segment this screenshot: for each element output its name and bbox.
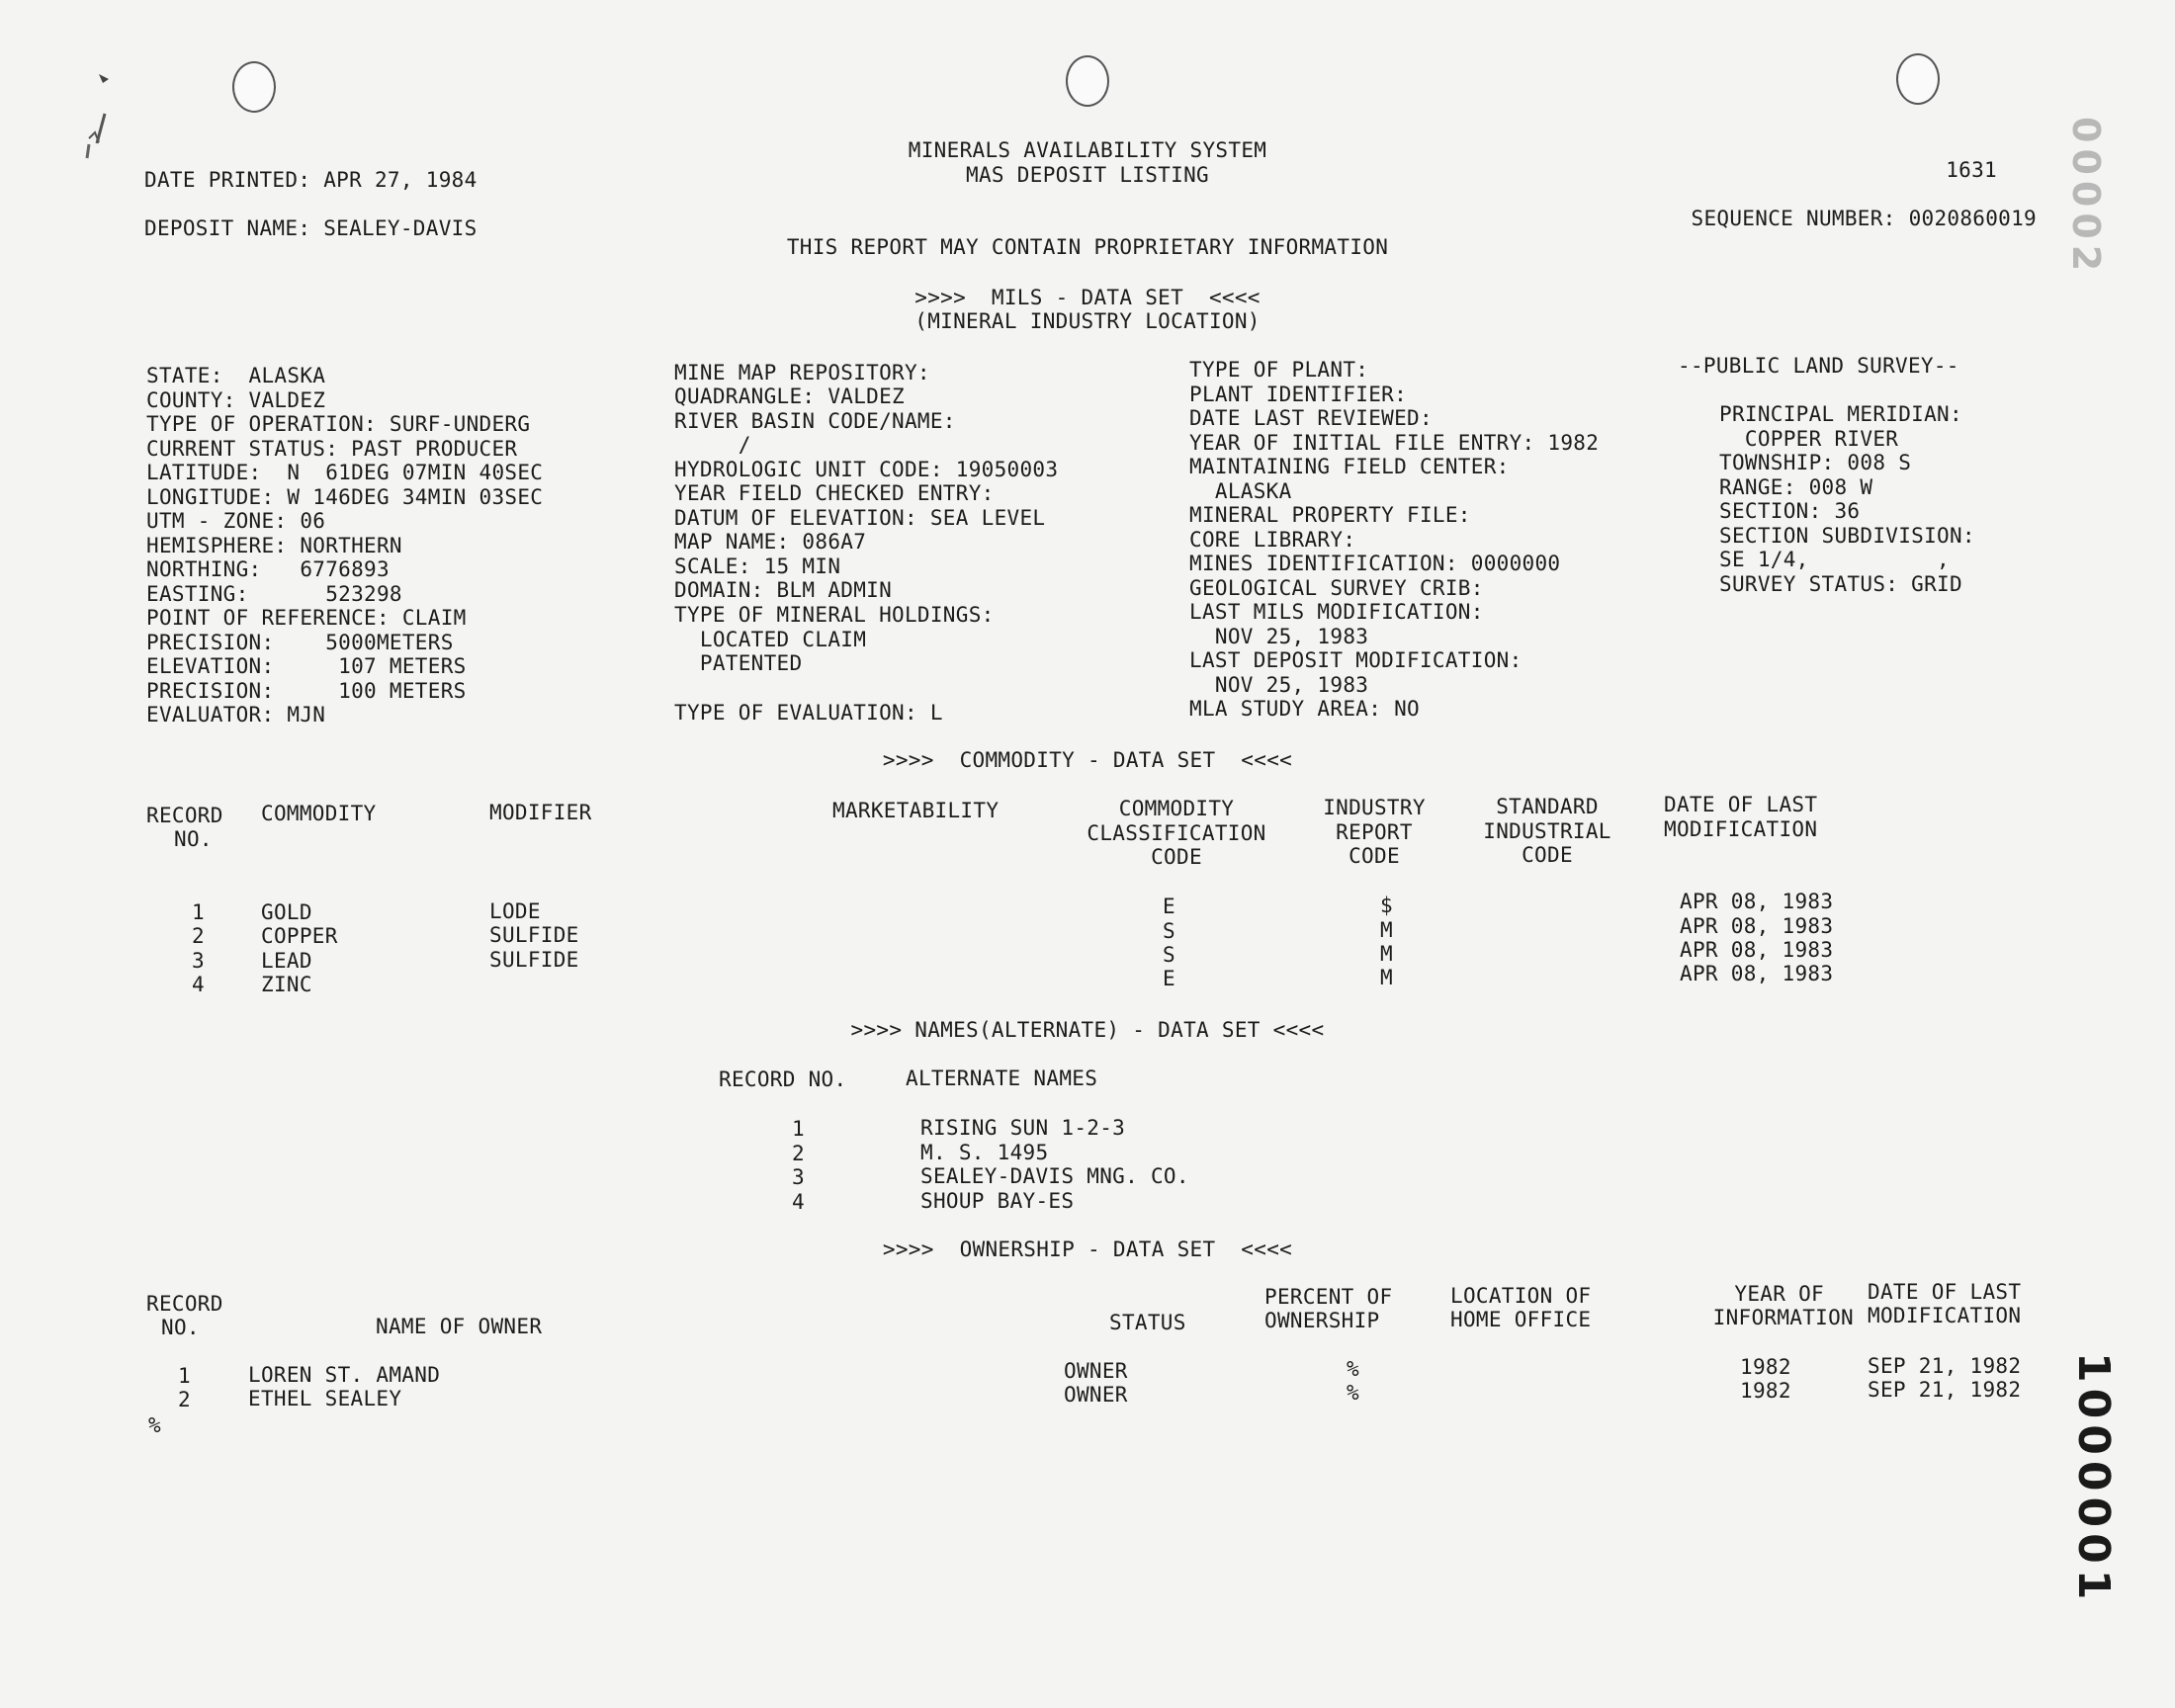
- commodity-heading: >>>> COMMODITY - DATA SET <<<<: [882, 748, 1293, 772]
- plss-field: TOWNSHIP: 008 S: [1719, 451, 1912, 474]
- record-no: 1: [792, 1117, 805, 1141]
- proprietary-notice: THIS REPORT MAY CONTAIN PROPRIETARY INFORMATION: [786, 235, 1389, 259]
- plss-field: SURVEY STATUS: GRID: [1719, 572, 1962, 596]
- col-header-classification: CODE: [1151, 845, 1202, 869]
- mils-field: EASTING: 523298: [146, 582, 402, 606]
- ownership-percent: %: [1347, 1381, 1359, 1405]
- mils-field: MAINTAINING FIELD CENTER:: [1189, 455, 1510, 478]
- record-no: 3: [192, 949, 205, 973]
- type-of-evaluation: TYPE OF EVALUATION: L: [674, 701, 943, 725]
- system-title: MINERALS AVAILABILITY SYSTEM: [908, 138, 1267, 162]
- trailing-percent-mark: %: [148, 1413, 161, 1437]
- alternate-name: SEALEY-DAVIS MNG. CO.: [920, 1164, 1189, 1188]
- alternate-name: M. S. 1495: [920, 1141, 1049, 1164]
- mils-field: GEOLOGICAL SURVEY CRIB:: [1189, 576, 1484, 600]
- commodity-name: ZINC: [261, 973, 312, 996]
- page-stamp: 1000001: [2068, 1352, 2119, 1606]
- col-header-record: RECORD: [146, 1292, 223, 1316]
- date-printed: DATE PRINTED: APR 27, 1984: [144, 168, 478, 192]
- col-header-sic: STANDARD: [1496, 795, 1599, 818]
- mils-field: QUADRANGLE: VALDEZ: [674, 384, 905, 408]
- modification-date: APR 08, 1983: [1680, 890, 1834, 913]
- mils-field: HYDROLOGIC UNIT CODE: 19050003: [674, 458, 1059, 481]
- commodity-modifier: SULFIDE: [489, 948, 579, 972]
- mils-field: LAST MILS MODIFICATION:: [1189, 600, 1484, 624]
- col-header-date: DATE OF LAST: [1868, 1280, 2022, 1304]
- plss-field: COPPER RIVER: [1719, 427, 1899, 451]
- col-header-percent: OWNERSHIP: [1264, 1309, 1380, 1332]
- col-header-record-no: NO.: [174, 827, 213, 851]
- mils-field: DATUM OF ELEVATION: SEA LEVEL: [674, 506, 1046, 530]
- col-header-status: STATUS: [1109, 1311, 1186, 1334]
- mils-field: HEMISPHERE: NORTHERN: [146, 534, 402, 557]
- commodity-name: LEAD: [261, 949, 312, 973]
- mils-field: LAST DEPOSIT MODIFICATION:: [1189, 648, 1522, 672]
- mils-field: YEAR OF INITIAL FILE ENTRY: 1982: [1189, 431, 1600, 455]
- ownership-percent: %: [1347, 1357, 1359, 1381]
- col-header-year: YEAR OF: [1734, 1282, 1824, 1306]
- mils-field: PATENTED: [674, 651, 803, 675]
- mils-field: MAP NAME: 086A7: [674, 530, 867, 554]
- col-header-year: INFORMATION: [1712, 1306, 1854, 1329]
- mils-field: PRECISION: 5000METERS: [146, 631, 454, 654]
- mils-field: /: [674, 433, 751, 457]
- modification-date: SEP 21, 1982: [1868, 1354, 2022, 1378]
- mils-field: YEAR FIELD CHECKED ENTRY:: [674, 481, 995, 505]
- plss-field: SE 1/4, ,: [1719, 548, 1950, 571]
- punch-hole-left: [232, 61, 276, 113]
- mils-field: CURRENT STATUS: PAST PRODUCER: [146, 437, 518, 461]
- owner-name: ETHEL SEALEY: [248, 1387, 402, 1410]
- commodity-modifier: SULFIDE: [489, 923, 579, 947]
- listing-title: MAS DEPOSIT LISTING: [966, 163, 1209, 187]
- col-header-industry: INDUSTRY: [1323, 796, 1426, 819]
- punch-hole-center: [1066, 55, 1109, 107]
- mils-field: TYPE OF PLANT:: [1189, 358, 1369, 382]
- mils-field: TYPE OF OPERATION: SURF-UNDERG: [146, 412, 531, 436]
- plss-field: SECTION: 36: [1719, 499, 1861, 523]
- plss-heading: --PUBLIC LAND SURVEY--: [1678, 354, 1959, 378]
- mils-field: NORTHING: 6776893: [146, 557, 390, 581]
- col-header-sic: INDUSTRIAL: [1483, 819, 1611, 843]
- owner-status: OWNER: [1064, 1359, 1128, 1383]
- names-heading: >>>> NAMES(ALTERNATE) - DATA SET <<<<: [850, 1018, 1325, 1042]
- owner-name: LOREN ST. AMAND: [248, 1363, 441, 1387]
- ownership-heading: >>>> OWNERSHIP - DATA SET <<<<: [882, 1238, 1293, 1261]
- mils-field: PRECISION: 100 METERS: [146, 679, 467, 703]
- modification-date: SEP 21, 1982: [1868, 1378, 2022, 1402]
- record-no: 2: [792, 1142, 805, 1165]
- mils-field: EVALUATOR: MJN: [146, 703, 326, 726]
- classification-code: S: [1163, 943, 1175, 967]
- mils-field: LATITUDE: N 61DEG 07MIN 40SEC: [146, 461, 544, 484]
- record-no: 2: [192, 924, 205, 948]
- col-header-record-no: NO.: [161, 1316, 200, 1339]
- pen-scribble-mark: [59, 59, 129, 178]
- deposit-name: DEPOSIT NAME: SEALEY-DAVIS: [144, 216, 478, 240]
- alternate-name: RISING SUN 1-2-3: [920, 1116, 1126, 1140]
- mils-field: MLA STUDY AREA: NO: [1189, 697, 1420, 721]
- col-header-sic: CODE: [1522, 843, 1573, 867]
- mils-field: MINE MAP REPOSITORY:: [674, 361, 930, 384]
- plss-field: RANGE: 008 W: [1719, 475, 1873, 499]
- alternate-name: SHOUP BAY-ES: [920, 1189, 1075, 1213]
- classification-code: E: [1163, 895, 1175, 918]
- col-header-industry: REPORT: [1336, 820, 1413, 844]
- mils-field: DATE LAST REVIEWED:: [1189, 406, 1433, 430]
- col-header-record-no: RECORD NO.: [719, 1068, 847, 1091]
- report-code: M: [1380, 918, 1393, 942]
- mils-field: MINES IDENTIFICATION: 0000000: [1189, 552, 1561, 575]
- col-header-date: MODIFICATION: [1868, 1304, 2022, 1327]
- page-number: 1631: [1946, 158, 1997, 182]
- col-header-location: HOME OFFICE: [1450, 1308, 1592, 1331]
- col-header-date: MODIFICATION: [1664, 817, 1818, 841]
- col-header-percent: PERCENT OF: [1264, 1285, 1393, 1309]
- mils-field: ELEVATION: 107 METERS: [146, 654, 467, 678]
- modification-date: APR 08, 1983: [1680, 938, 1834, 962]
- mils-field: NOV 25, 1983: [1189, 625, 1369, 648]
- report-code: M: [1380, 942, 1393, 966]
- classification-code: E: [1163, 967, 1175, 990]
- classification-code: S: [1163, 919, 1175, 943]
- information-year: 1982: [1740, 1355, 1791, 1379]
- mils-field: TYPE OF MINERAL HOLDINGS:: [674, 603, 995, 627]
- col-header-location: LOCATION OF: [1450, 1284, 1592, 1308]
- record-no: 2: [178, 1388, 191, 1411]
- modification-date: APR 08, 1983: [1680, 914, 1834, 938]
- mils-field: RIVER BASIN CODE/NAME:: [674, 409, 956, 433]
- mils-field: CORE LIBRARY:: [1189, 528, 1356, 552]
- mils-heading: >>>> MILS - DATA SET <<<<: [914, 286, 1261, 309]
- mils-field: COUNTY: VALDEZ: [146, 388, 326, 412]
- owner-status: OWNER: [1064, 1383, 1128, 1407]
- record-no: 1: [192, 900, 205, 924]
- mils-subheading: (MINERAL INDUSTRY LOCATION): [914, 309, 1261, 333]
- mils-field: POINT OF REFERENCE: CLAIM: [146, 606, 467, 630]
- report-code: M: [1380, 966, 1393, 989]
- col-header-modifier: MODIFIER: [489, 801, 592, 824]
- commodity-modifier: LODE: [489, 899, 541, 923]
- col-header-classification: CLASSIFICATION: [1087, 821, 1266, 845]
- record-no: 1: [178, 1364, 191, 1388]
- mils-field: ALASKA: [1189, 479, 1292, 503]
- col-header-owner-name: NAME OF OWNER: [376, 1315, 543, 1338]
- record-no: 4: [792, 1190, 805, 1214]
- plss-field: PRINCIPAL MERIDIAN:: [1719, 402, 1962, 426]
- faint-page-stamp: 00002: [2064, 117, 2108, 278]
- mils-field: NOV 25, 1983: [1189, 673, 1369, 697]
- col-header-commodity: COMMODITY: [261, 802, 377, 825]
- modification-date: APR 08, 1983: [1680, 962, 1834, 985]
- mils-field: MINERAL PROPERTY FILE:: [1189, 503, 1471, 527]
- commodity-name: GOLD: [261, 900, 312, 924]
- plss-field: SECTION SUBDIVISION:: [1719, 524, 1975, 548]
- mils-field: SCALE: 15 MIN: [674, 555, 841, 578]
- record-no: 4: [192, 973, 205, 996]
- mils-field: LONGITUDE: W 146DEG 34MIN 03SEC: [146, 485, 544, 509]
- record-no: 3: [792, 1165, 805, 1189]
- col-header-marketability: MARKETABILITY: [832, 799, 1000, 822]
- mils-field: LOCATED CLAIM: [674, 628, 867, 651]
- col-header-date: DATE OF LAST: [1664, 793, 1818, 816]
- mils-field: DOMAIN: BLM ADMIN: [674, 578, 893, 602]
- information-year: 1982: [1740, 1379, 1791, 1403]
- col-header-classification: COMMODITY: [1118, 797, 1235, 820]
- punch-hole-right: [1896, 53, 1940, 105]
- mils-field: UTM - ZONE: 06: [146, 509, 326, 533]
- report-code: $: [1380, 894, 1393, 917]
- col-header-alternate-names: ALTERNATE NAMES: [906, 1067, 1098, 1090]
- col-header-industry: CODE: [1348, 844, 1400, 868]
- col-header-record: RECORD: [146, 804, 223, 827]
- mils-field: STATE: ALASKA: [146, 364, 326, 387]
- mils-field: PLANT IDENTIFIER:: [1189, 383, 1408, 406]
- commodity-name: COPPER: [261, 924, 338, 948]
- sequence-number: SEQUENCE NUMBER: 0020860019: [1691, 207, 2037, 230]
